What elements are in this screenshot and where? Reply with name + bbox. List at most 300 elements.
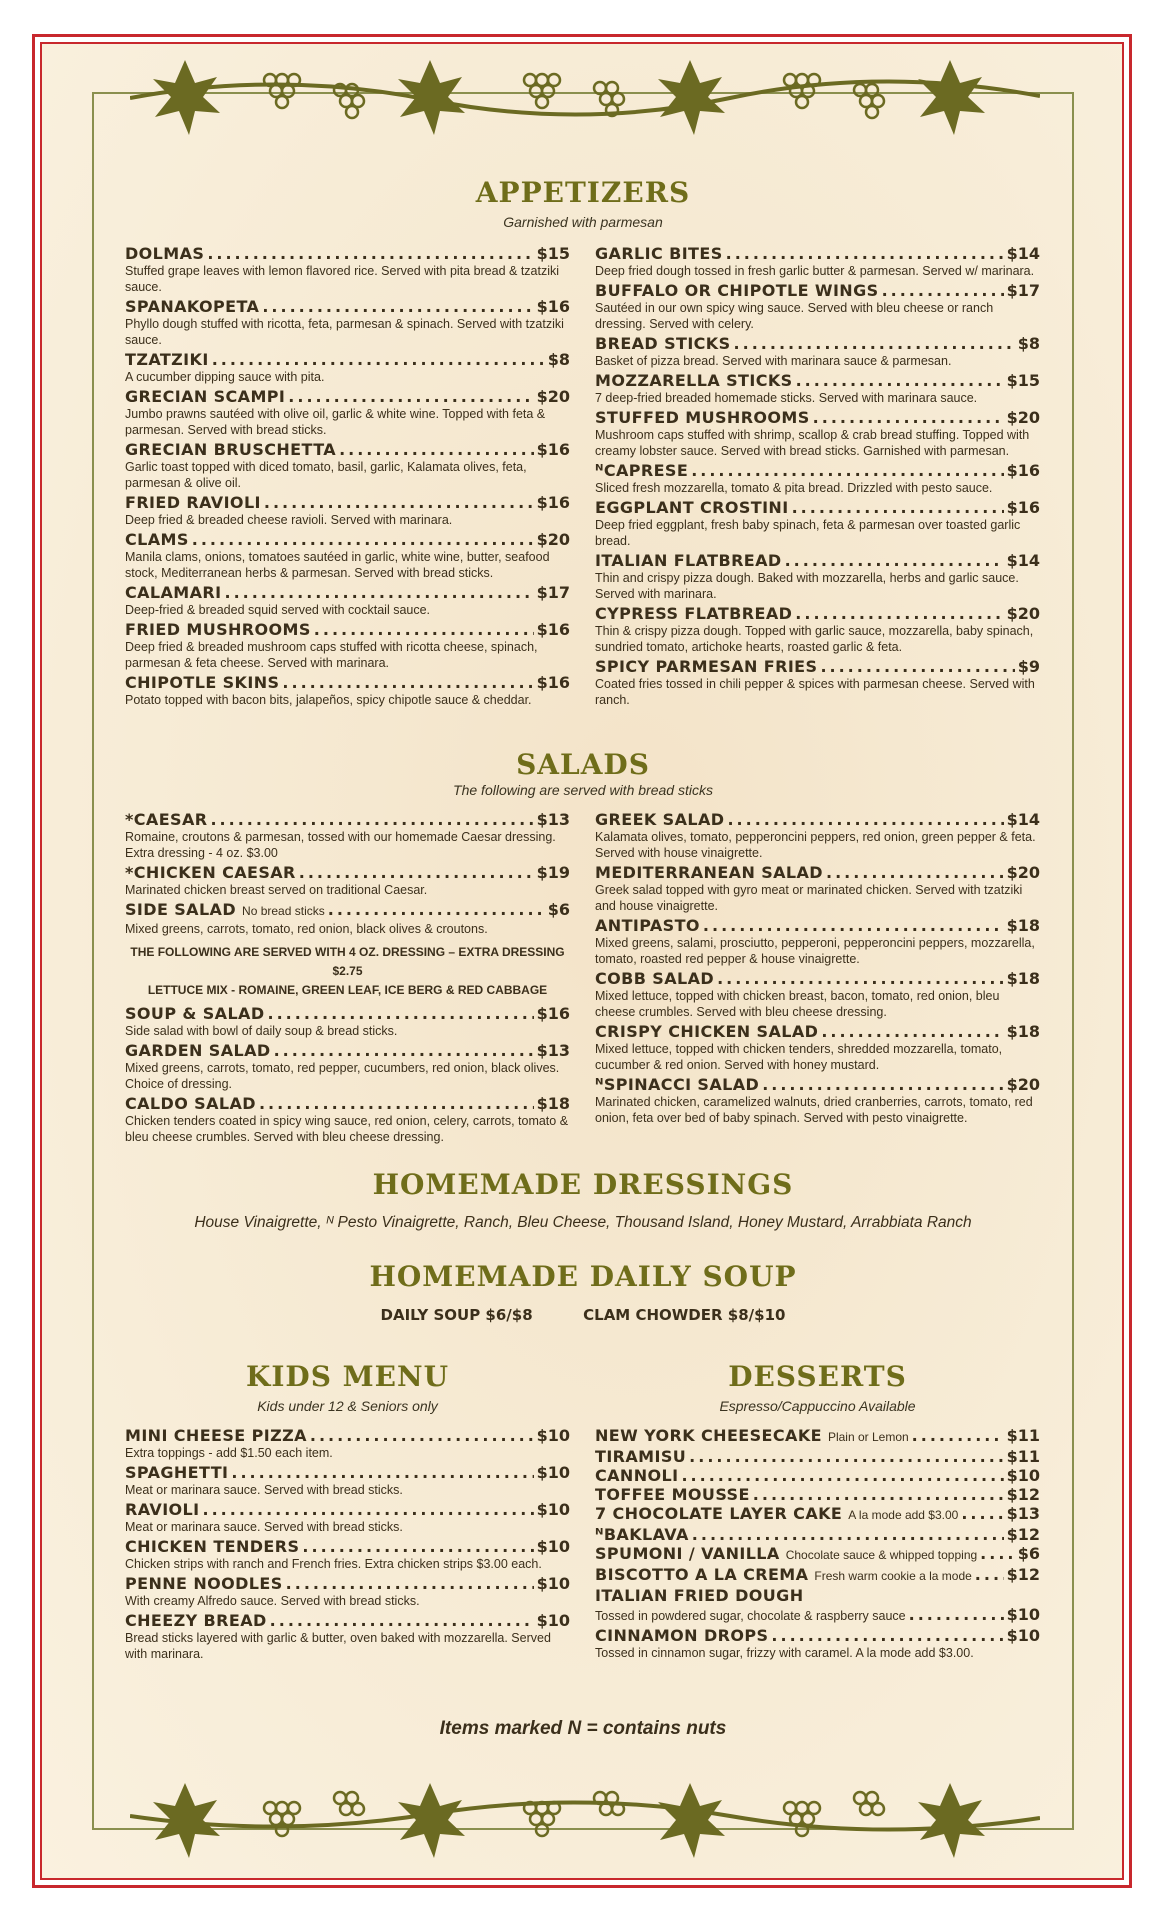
menu-item xyxy=(125,583,570,618)
menu-item-note: A la mode add $3.00 xyxy=(848,1508,959,1522)
menu-item-row xyxy=(595,1525,1040,1544)
menu-item-description: Extra toppings - add $1.50 each item. xyxy=(125,1446,333,1460)
menu-item-row xyxy=(595,408,1040,427)
menu-item-row xyxy=(125,1537,570,1556)
dot-leader xyxy=(821,1022,1003,1041)
dressings-title: HOMEMADE DRESSINGS xyxy=(372,1168,794,1201)
dot-leader xyxy=(703,916,1004,935)
menu-item xyxy=(125,350,570,385)
menu-item-price: $20 xyxy=(1006,863,1040,882)
menu-item xyxy=(125,900,570,937)
menu-item-name: TIRAMISU xyxy=(595,1447,687,1466)
menu-item-name: EGGPLANT CROSTINI xyxy=(595,498,789,517)
menu-item-row xyxy=(125,583,570,602)
menu-item-description: Coated fries tossed in chili pepper & spices with parmesan cheese. Served with ranch. xyxy=(595,677,1035,707)
dot-leader xyxy=(264,493,534,512)
menu-item-price: $18 xyxy=(1006,1022,1040,1041)
menu-item-description: Deep fried & breaded mushroom caps stuffed with ricotta cheese, spinach, parmesan & feta cheese. Served with marinara. xyxy=(125,640,538,670)
grape-vine-icon xyxy=(130,50,1040,145)
menu-item-name: SPAGHETTI xyxy=(125,1463,229,1482)
menu-item-price: $16 xyxy=(1006,498,1040,517)
salads-left-list xyxy=(125,810,570,937)
menu-item-name: ANTIPASTO xyxy=(595,916,700,935)
menu-item-row xyxy=(125,1611,570,1630)
menu-item-name: BREAD STICKS xyxy=(595,334,731,353)
menu-item-name: SPANAKOPETA xyxy=(125,297,260,316)
menu-item-description: Thin & crispy pizza dough. Topped with garlic sauce, mozzarella, baby spinach, sundried tomato, artichoke hearts, roasted garlic & feta. xyxy=(595,624,1034,654)
menu-item-description: Thin and crispy pizza dough. Baked with mozzarella, herbs and garlic sauce. Served with marinara. xyxy=(595,571,1019,601)
dot-leader xyxy=(692,1525,1004,1544)
menu-item-description: Bread sticks layered with garlic & butter, oven baked with mozzarella. Served with marinara. xyxy=(125,1631,551,1661)
kids-subtitle: Kids under 12 & Seniors only xyxy=(257,1398,438,1414)
dot-leader xyxy=(909,1605,1004,1624)
menu-item xyxy=(125,297,570,348)
menu-item-description: Chicken tenders coated in spicy wing sauce, red onion, celery, carrots, tomato & bleu cheese crumbles. Served with bleu cheese dressing. xyxy=(125,1114,569,1144)
menu-item-row xyxy=(125,863,570,882)
menu-item-price: $12 xyxy=(1006,1485,1040,1504)
dot-leader xyxy=(762,1075,1003,1094)
menu-item-description: Sliced fresh mozzarella, tomato & pita bread. Drizzled with pesto sauce. xyxy=(595,481,993,495)
menu-item-row xyxy=(595,604,1040,623)
menu-item-row xyxy=(125,810,570,829)
menu-item-description: Deep fried eggplant, fresh baby spinach, feta & parmesan over toasted garlic bread. xyxy=(595,518,1021,548)
dot-leader xyxy=(785,551,1004,570)
dressings-list: House Vinaigrette, ᴺ Pesto Vinaigrette, Ranch, Bleu Cheese, Thousand Island, Honey Mustard, Arrabbiata Ranch xyxy=(194,1214,972,1231)
menu-item-name: CALDO SALAD xyxy=(125,1094,256,1113)
menu-item-name: GARDEN SALAD xyxy=(125,1041,271,1060)
menu-item-price: $20 xyxy=(536,530,570,549)
menu-item-price: $13 xyxy=(1006,1504,1040,1523)
clam-chowder-price: CLAM CHOWDER $8/$10 xyxy=(583,1306,786,1324)
menu-item-row xyxy=(125,900,570,921)
menu-item-price: $10 xyxy=(1006,1605,1040,1624)
menu-item xyxy=(125,1537,570,1572)
menu-item-price: $15 xyxy=(536,244,570,263)
soup-title: HOMEMADE DAILY SOUP xyxy=(369,1260,797,1293)
menu-item-description: 7 deep-fried breaded homemade sticks. Served with marinara sauce. xyxy=(595,391,978,405)
menu-item-description: Garlic toast topped with diced tomato, basil, garlic, Kalamata olives, feta, parmesan & olive oil. xyxy=(125,460,527,490)
menu-item-name: CANNOLI xyxy=(595,1466,679,1485)
menu-item-description: Mixed greens, salami, prosciutto, pepperoni, pepperoncini peppers, mozzarella, tomato, roasted red pepper & house vinaigrette. xyxy=(595,936,1035,966)
menu-item-description: Stuffed grape leaves with lemon flavored rice. Served with pita bread & tzatziki sauce. xyxy=(125,264,560,294)
menu-item-name: STUFFED MUSHROOMS xyxy=(595,408,810,427)
menu-item-row xyxy=(125,1004,570,1023)
menu-item-description: Side salad with bowl of daily soup & bread sticks. xyxy=(125,1024,398,1038)
menu-item-name: ITALIAN FLATBREAD xyxy=(595,551,782,570)
menu-item-description: Mixed greens, carrots, tomato, red onion, black olives & croutons. xyxy=(125,922,488,936)
menu-item-price: $13 xyxy=(536,810,570,829)
menu-item xyxy=(595,1544,1040,1565)
desserts-subtitle: Espresso/Cappuccino Available xyxy=(719,1398,916,1414)
dot-leader xyxy=(681,1466,1003,1485)
menu-item-description: With creamy Alfredo sauce. Served with bread sticks. xyxy=(125,1594,420,1608)
menu-item-price: $16 xyxy=(536,440,570,459)
appetizers-left-column xyxy=(125,244,570,710)
menu-item-price: $10 xyxy=(536,1574,570,1593)
menu-item-name: BISCOTTO A LA CREMA xyxy=(595,1565,809,1584)
menu-item-row xyxy=(125,1094,570,1113)
menu-item xyxy=(125,810,570,861)
menu-item-description: Deep fried & breaded cheese ravioli. Served with marinara. xyxy=(125,513,453,527)
menu-item-description: Deep-fried & breaded squid served with cocktail sauce. xyxy=(125,603,431,617)
menu-item xyxy=(595,1075,1040,1126)
menu-item-name: PENNE NOODLES xyxy=(125,1574,283,1593)
dot-leader xyxy=(975,1565,1004,1584)
menu-item-row xyxy=(595,1485,1040,1504)
dot-leader xyxy=(717,969,1004,988)
menu-item xyxy=(595,657,1040,708)
menu-item-name: CINNAMON DROPS xyxy=(595,1626,769,1645)
menu-item-row xyxy=(595,498,1040,517)
menu-item-description: Sautéed in our own spicy wing sauce. Served with bleu cheese or ranch dressing. Served with celery. xyxy=(595,301,994,331)
menu-item xyxy=(595,1466,1040,1485)
kids-column xyxy=(125,1426,570,1664)
dot-leader xyxy=(224,583,533,602)
menu-item-price: $10 xyxy=(1006,1626,1040,1645)
desserts-column xyxy=(595,1426,1040,1663)
dot-leader xyxy=(792,498,1004,517)
menu-item-description: Meat or marinara sauce. Served with bread sticks. xyxy=(125,1520,403,1534)
menu-item-row xyxy=(595,863,1040,882)
dot-leader xyxy=(980,1544,1015,1563)
menu-item-price: $8 xyxy=(1017,334,1040,353)
salads-title: SALADS xyxy=(516,748,650,781)
dot-leader xyxy=(796,371,1004,390)
menu-item-price: $11 xyxy=(1006,1426,1040,1445)
menu-item-description: Mixed lettuce, topped with chicken tenders, shredded mozzarella, tomato, cucumber & red onion. Served with honey mustard. xyxy=(595,1042,1003,1072)
salads-left-list-2 xyxy=(125,1004,570,1145)
menu-item xyxy=(125,1611,570,1662)
menu-item-description: A cucumber dipping sauce with pita. xyxy=(125,370,325,384)
menu-item-row xyxy=(595,657,1040,676)
menu-item-name: FRIED MUSHROOMS xyxy=(125,620,311,639)
dot-leader xyxy=(302,1537,533,1556)
menu-item xyxy=(595,916,1040,967)
menu-item-name: COBB SALAD xyxy=(595,969,715,988)
menu-item-price: $11 xyxy=(1006,1447,1040,1466)
dot-leader xyxy=(689,1447,1003,1466)
soup-prices xyxy=(100,1306,1066,1324)
nuts-footnote: Items marked N = contains nuts xyxy=(439,1718,727,1739)
menu-item-description: Mushroom caps stuffed with shrimp, scallop & crab bread stuffing. Topped with creamy lobster sauce. Served with bread sticks. Garnished with parmesan. xyxy=(595,428,1030,458)
menu-item-row xyxy=(125,440,570,459)
menu-item-name: NEW YORK CHEESECAKE xyxy=(595,1426,822,1445)
menu-item-row xyxy=(595,1022,1040,1041)
menu-item xyxy=(595,1447,1040,1466)
menu-item-name: SIDE SALAD xyxy=(125,900,237,919)
menu-item-description: Chicken strips with ranch and French fries. Extra chicken strips $3.00 each. xyxy=(125,1557,542,1571)
menu-item xyxy=(125,1574,570,1609)
menu-item-name: CALAMARI xyxy=(125,583,222,602)
menu-item xyxy=(125,1463,570,1498)
menu-item xyxy=(595,810,1040,861)
menu-item-price: $10 xyxy=(536,1463,570,1482)
menu-item-row xyxy=(595,1504,1040,1525)
menu-item xyxy=(125,1426,570,1461)
menu-item-price: $18 xyxy=(536,1094,570,1113)
menu-item-row xyxy=(125,387,570,406)
menu-item-price: $19 xyxy=(536,863,570,882)
menu-item-name: SPICY PARMESAN FRIES xyxy=(595,657,818,676)
menu-item-name: GARLIC BITES xyxy=(595,244,723,263)
menu-item-name: CRISPY CHICKEN SALAD xyxy=(595,1022,819,1041)
menu-item xyxy=(595,244,1040,279)
menu-item xyxy=(595,1022,1040,1073)
menu-item-price: $8 xyxy=(547,350,570,369)
menu-item-price: $16 xyxy=(1006,461,1040,480)
menu-item xyxy=(595,1565,1040,1586)
menu-item xyxy=(595,1485,1040,1504)
menu-item xyxy=(595,281,1040,332)
menu-item-price: $14 xyxy=(1006,810,1040,829)
menu-item-name: *CHICKEN CAESAR xyxy=(125,863,296,882)
menu-item-description: Basket of pizza bread. Served with marinara sauce & parmesan. xyxy=(595,354,952,368)
menu-item-description: Jumbo prawns sautéed with olive oil, garlic & white wine. Topped with feta & parmesan. Served with bread sticks. xyxy=(125,407,546,437)
menu-item-name: TOFFEE MOUSSE xyxy=(595,1485,750,1504)
dot-leader xyxy=(339,440,534,459)
menu-item-row xyxy=(125,1574,570,1593)
salads-right-column xyxy=(595,810,1040,1128)
menu-item xyxy=(595,371,1040,406)
menu-item-name: ᴺBAKLAVA xyxy=(595,1525,689,1544)
menu-item-row xyxy=(595,810,1040,829)
menu-item-name: CHICKEN TENDERS xyxy=(125,1537,300,1556)
menu-item-row xyxy=(125,350,570,369)
menu-item-row xyxy=(595,1586,1040,1605)
menu-item xyxy=(125,244,570,295)
menu-item xyxy=(125,493,570,528)
dot-leader xyxy=(210,810,533,829)
dot-leader xyxy=(691,461,1003,480)
menu-item-row xyxy=(595,1544,1040,1565)
dot-leader xyxy=(270,1611,534,1630)
menu-item-price: $16 xyxy=(536,297,570,316)
appetizers-right-column xyxy=(595,244,1040,710)
dot-leader xyxy=(286,1574,534,1593)
menu-item-name: ᴺCAPRESE xyxy=(595,461,689,480)
menu-item xyxy=(125,1004,570,1039)
dot-leader xyxy=(282,673,533,692)
dot-leader xyxy=(314,620,534,639)
dot-leader xyxy=(192,530,534,549)
dot-leader xyxy=(288,387,533,406)
menu-item-name: CHIPOTLE SKINS xyxy=(125,673,280,692)
dot-leader xyxy=(820,657,1014,676)
dot-leader xyxy=(795,604,1003,623)
menu-item-name: SPUMONI / VANILLA xyxy=(595,1544,780,1563)
menu-item-row xyxy=(125,530,570,549)
menu-item xyxy=(125,1500,570,1535)
menu-item-row xyxy=(595,244,1040,263)
dot-leader xyxy=(310,1426,534,1445)
menu-item-row xyxy=(595,969,1040,988)
menu-item-price: $10 xyxy=(536,1500,570,1519)
menu-item-price: $18 xyxy=(1006,916,1040,935)
menu-item xyxy=(595,1586,1040,1605)
menu-item-description: Mixed lettuce, topped with chicken breast, bacon, tomato, red onion, bleu cheese crumbles. Served with bleu cheese dressing. xyxy=(595,989,1000,1019)
dot-leader xyxy=(826,863,1004,882)
menu-item xyxy=(595,1426,1040,1447)
menu-item-price: $14 xyxy=(1006,244,1040,263)
menu-item-price: $16 xyxy=(536,620,570,639)
menu-item-name: CYPRESS FLATBREAD xyxy=(595,604,793,623)
dot-leader xyxy=(771,1626,1003,1645)
menu-item xyxy=(595,551,1040,602)
menu-item-note: Plain or Lemon xyxy=(827,1430,909,1444)
menu-item-row xyxy=(595,1447,1040,1466)
menu-item-price: $10 xyxy=(1006,1466,1040,1485)
menu-item-name: MOZZARELLA STICKS xyxy=(595,371,793,390)
menu-item xyxy=(595,334,1040,369)
menu-item-name: GREEK SALAD xyxy=(595,810,725,829)
dot-leader xyxy=(882,281,1004,300)
menu-item-description: Kalamata olives, tomato, pepperoncini peppers, red onion, green pepper & feta. Served with house vinaigrette. xyxy=(595,830,1036,860)
menu-item-price: $13 xyxy=(536,1041,570,1060)
menu-item-row xyxy=(595,461,1040,480)
menu-item xyxy=(125,530,570,581)
menu-item xyxy=(595,1504,1040,1525)
menu-item xyxy=(125,620,570,671)
menu-item-row xyxy=(595,1605,1040,1626)
menu-item-name: SOUP & SALAD xyxy=(125,1004,265,1023)
menu-item-description: Meat or marinara sauce. Served with bread sticks. xyxy=(125,1483,403,1497)
menu-item-price: $15 xyxy=(1006,371,1040,390)
salads-dressing-note: THE FOLLOWING ARE SERVED WITH 4 OZ. DRESSING – EXTRA DRESSING $2.75 xyxy=(130,945,565,978)
menu-item xyxy=(125,863,570,898)
menu-item xyxy=(125,440,570,491)
menu-item-row xyxy=(125,1463,570,1482)
menu-item-name: CHEEZY BREAD xyxy=(125,1611,267,1630)
menu-item xyxy=(595,1605,1040,1626)
menu-item-row xyxy=(125,673,570,692)
daily-soup-price: DAILY SOUP $6/$8 xyxy=(380,1306,533,1324)
salads-subtitle: The following are served with bread sticks xyxy=(453,782,713,798)
menu-item-price: $6 xyxy=(1017,1544,1040,1563)
dot-leader xyxy=(734,334,1015,353)
dot-leader xyxy=(262,297,533,316)
menu-item-description: Manila clams, onions, tomatoes sautéed in garlic, white wine, butter, seafood stock, Mediterranean herbs & parmesan. Served with bread sticks. xyxy=(125,550,550,580)
menu-item-name: FRIED RAVIOLI xyxy=(125,493,261,512)
menu-item-name: Tossed in powdered sugar, chocolate & raspberry sauce xyxy=(595,1609,906,1623)
menu-item-price: $20 xyxy=(1006,408,1040,427)
menu-item-description: Marinated chicken breast served on traditional Caesar. xyxy=(125,883,428,897)
appetizers-title: APPETIZERS xyxy=(475,176,691,209)
menu-item-price: $20 xyxy=(536,387,570,406)
menu-item-row xyxy=(125,1500,570,1519)
menu-item-price: $16 xyxy=(536,1004,570,1023)
menu-item-row xyxy=(595,1075,1040,1094)
menu-item-description: Romaine, croutons & parmesan, tossed with our homemade Caesar dressing. Extra dressing - 4 oz. $3.00 xyxy=(125,830,556,860)
menu-item xyxy=(125,1041,570,1092)
menu-item-name: ITALIAN FRIED DOUGH xyxy=(595,1586,804,1605)
dot-leader xyxy=(912,1426,1004,1445)
menu-item xyxy=(595,461,1040,496)
menu-item-row xyxy=(595,916,1040,935)
menu-item-row xyxy=(595,1426,1040,1447)
menu-item-description: Greek salad topped with gyro meat or marinated chicken. Served with tzatziki and house vinaigrette. xyxy=(595,883,1023,913)
menu-item-row xyxy=(125,493,570,512)
dot-leader xyxy=(231,1463,533,1482)
menu-item-row xyxy=(595,1466,1040,1485)
menu-item-price: $16 xyxy=(536,673,570,692)
menu-item-price: $16 xyxy=(536,493,570,512)
dot-leader xyxy=(328,900,545,919)
menu-item xyxy=(595,1525,1040,1544)
dot-leader xyxy=(203,1500,534,1519)
dot-leader xyxy=(259,1094,534,1113)
menu-item-description: Tossed in cinnamon sugar, frizzy with caramel. A la mode add $3.00. xyxy=(595,1646,974,1660)
menu-item-description: Potato topped with bacon bits, jalapeños, spicy chipotle sauce & cheddar. xyxy=(125,693,532,707)
menu-item-description: Phyllo dough stuffed with ricotta, feta, parmesan & spinach. Served with tzatziki sauce. xyxy=(125,317,564,347)
dot-leader xyxy=(727,810,1003,829)
menu-item-name: GRECIAN SCAMPI xyxy=(125,387,286,406)
menu-item-name: CLAMS xyxy=(125,530,189,549)
menu-item-price: $6 xyxy=(547,900,570,919)
menu-item-name: BUFFALO OR CHIPOTLE WINGS xyxy=(595,281,879,300)
menu-item-row xyxy=(125,297,570,316)
menu-item-description: Mixed greens, carrots, tomato, red pepper, cucumbers, red onion, black olives. Choice of dressing. xyxy=(125,1061,560,1091)
salads-lettuce-note: LETTUCE MIX - ROMAINE, GREEN LEAF, ICE BERG & RED CABBAGE xyxy=(147,983,548,997)
dot-leader xyxy=(212,350,545,369)
salads-left-column xyxy=(125,810,570,1147)
menu-item-description: Marinated chicken, caramelized walnuts, dried cranberries, carrots, tomato, red onion, feta over bed of baby spinach. Served with pesto vinaigrette. xyxy=(595,1095,1033,1125)
appetizers-subtitle: Garnished with parmesan xyxy=(503,214,663,230)
menu-item-name: GRECIAN BRUSCHETTA xyxy=(125,440,337,459)
dot-leader xyxy=(268,1004,534,1023)
menu-item-name: 7 CHOCOLATE LAYER CAKE xyxy=(595,1504,843,1523)
menu-item-row xyxy=(125,1041,570,1060)
menu-item-price: $12 xyxy=(1006,1565,1040,1584)
menu-item-row xyxy=(125,244,570,263)
menu-item-price: $9 xyxy=(1017,657,1040,676)
menu-item-price: $12 xyxy=(1006,1525,1040,1544)
menu-item-row xyxy=(595,334,1040,353)
dot-leader xyxy=(813,408,1004,427)
menu-item-row xyxy=(125,620,570,639)
menu-item xyxy=(595,498,1040,549)
menu-item-name: MEDITERRANEAN SALAD xyxy=(595,863,823,882)
menu-item-row xyxy=(595,1565,1040,1586)
menu-item xyxy=(125,387,570,438)
menu-item-note: No bread sticks xyxy=(242,904,325,918)
menu-item-row xyxy=(595,551,1040,570)
menu-item-row xyxy=(595,1626,1040,1645)
menu-item xyxy=(125,1094,570,1145)
menu-item-name: TZATZIKI xyxy=(125,350,209,369)
menu-item-row xyxy=(595,281,1040,300)
menu-item-price: $18 xyxy=(1006,969,1040,988)
dot-leader xyxy=(207,244,533,263)
menu-item-name: DOLMAS xyxy=(125,244,205,263)
menu-item-price: $17 xyxy=(1006,281,1040,300)
menu-item-name: ᴺSPINACCI SALAD xyxy=(595,1075,760,1094)
menu-item-price: $14 xyxy=(1006,551,1040,570)
menu-item-price: $10 xyxy=(536,1611,570,1630)
menu-item-price: $20 xyxy=(1006,604,1040,623)
menu-item xyxy=(125,673,570,708)
menu-item-note: Fresh warm cookie a la mode xyxy=(814,1569,972,1583)
dot-leader xyxy=(299,863,534,882)
menu-item xyxy=(595,969,1040,1020)
menu-item-price: $10 xyxy=(536,1426,570,1445)
dot-leader xyxy=(274,1041,534,1060)
menu-item-price: $10 xyxy=(536,1537,570,1556)
dot-leader xyxy=(726,244,1004,263)
menu-item-row xyxy=(595,371,1040,390)
menu-item-price: $20 xyxy=(1006,1075,1040,1094)
menu-item xyxy=(595,1626,1040,1661)
menu-item xyxy=(595,408,1040,459)
